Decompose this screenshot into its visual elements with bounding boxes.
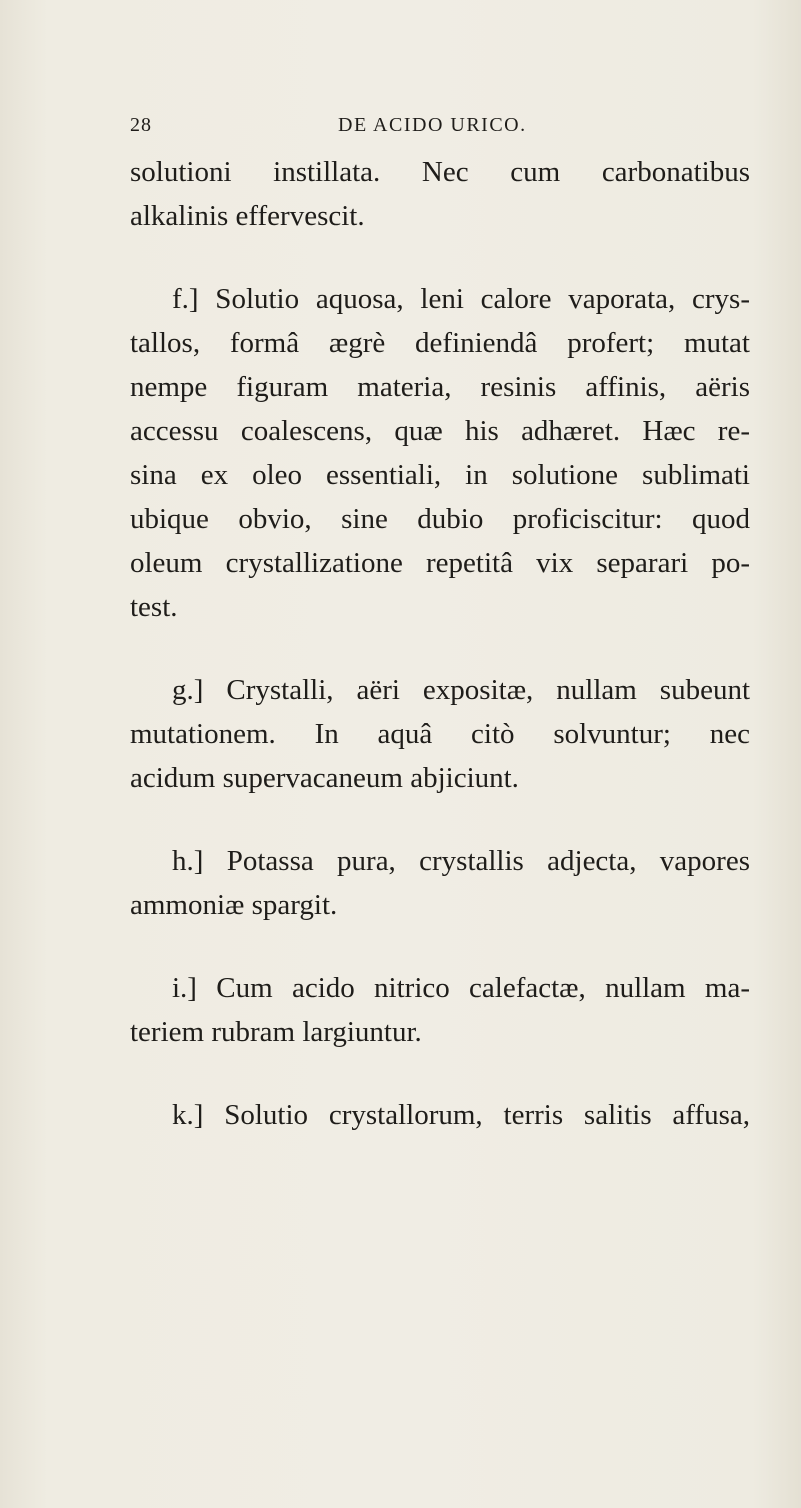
text-line: sina ex oleo essentiali, in solutione sublimati	[130, 459, 750, 491]
page-number: 28	[130, 114, 152, 136]
text-line: tallos, formâ ægrè definiendâ profert; mutat	[130, 327, 750, 359]
text-line: f.] Solutio aquosa, leni calore vaporata, crys-	[172, 283, 750, 315]
running-head: DE ACIDO URICO.	[338, 114, 527, 136]
paragraph-i	[130, 966, 750, 1054]
paragraph-k	[130, 1093, 750, 1137]
body-text	[130, 150, 750, 1176]
text-line: g.] Crystalli, aëri expositæ, nullam subeunt	[172, 674, 750, 706]
text-line: acidum supervacaneum abjiciunt.	[130, 762, 519, 794]
text-line: alkalinis effervescit.	[130, 200, 365, 232]
text-line: k.] Solutio crystallorum, terris salitis affusa,	[172, 1099, 750, 1131]
paragraph-continuation	[130, 150, 750, 238]
text-line: nempe figuram materia, resinis affinis, aëris	[130, 371, 750, 403]
text-line: accessu coalescens, quæ his adhæret. Hæc re-	[130, 415, 750, 447]
page-header	[130, 114, 650, 146]
paragraph-h	[130, 839, 750, 927]
text-line: solutioni instillata. Nec cum carbonatibus	[130, 156, 750, 188]
text-line: ubique obvio, sine dubio proficiscitur: quod	[130, 503, 750, 535]
text-line: teriem rubram largiuntur.	[130, 1016, 422, 1048]
text-line: oleum crystallizatione repetitâ vix separari po-	[130, 547, 750, 579]
paragraph-g	[130, 668, 750, 800]
text-line: mutationem. In aquâ citò solvuntur; nec	[130, 718, 750, 750]
text-line: test.	[130, 591, 178, 623]
paragraph-f	[130, 277, 750, 629]
text-line: i.] Cum acido nitrico calefactæ, nullam ma-	[172, 972, 750, 1004]
text-line: h.] Potassa pura, crystallis adjecta, vapores	[172, 845, 750, 877]
text-line: ammoniæ spargit.	[130, 889, 338, 921]
